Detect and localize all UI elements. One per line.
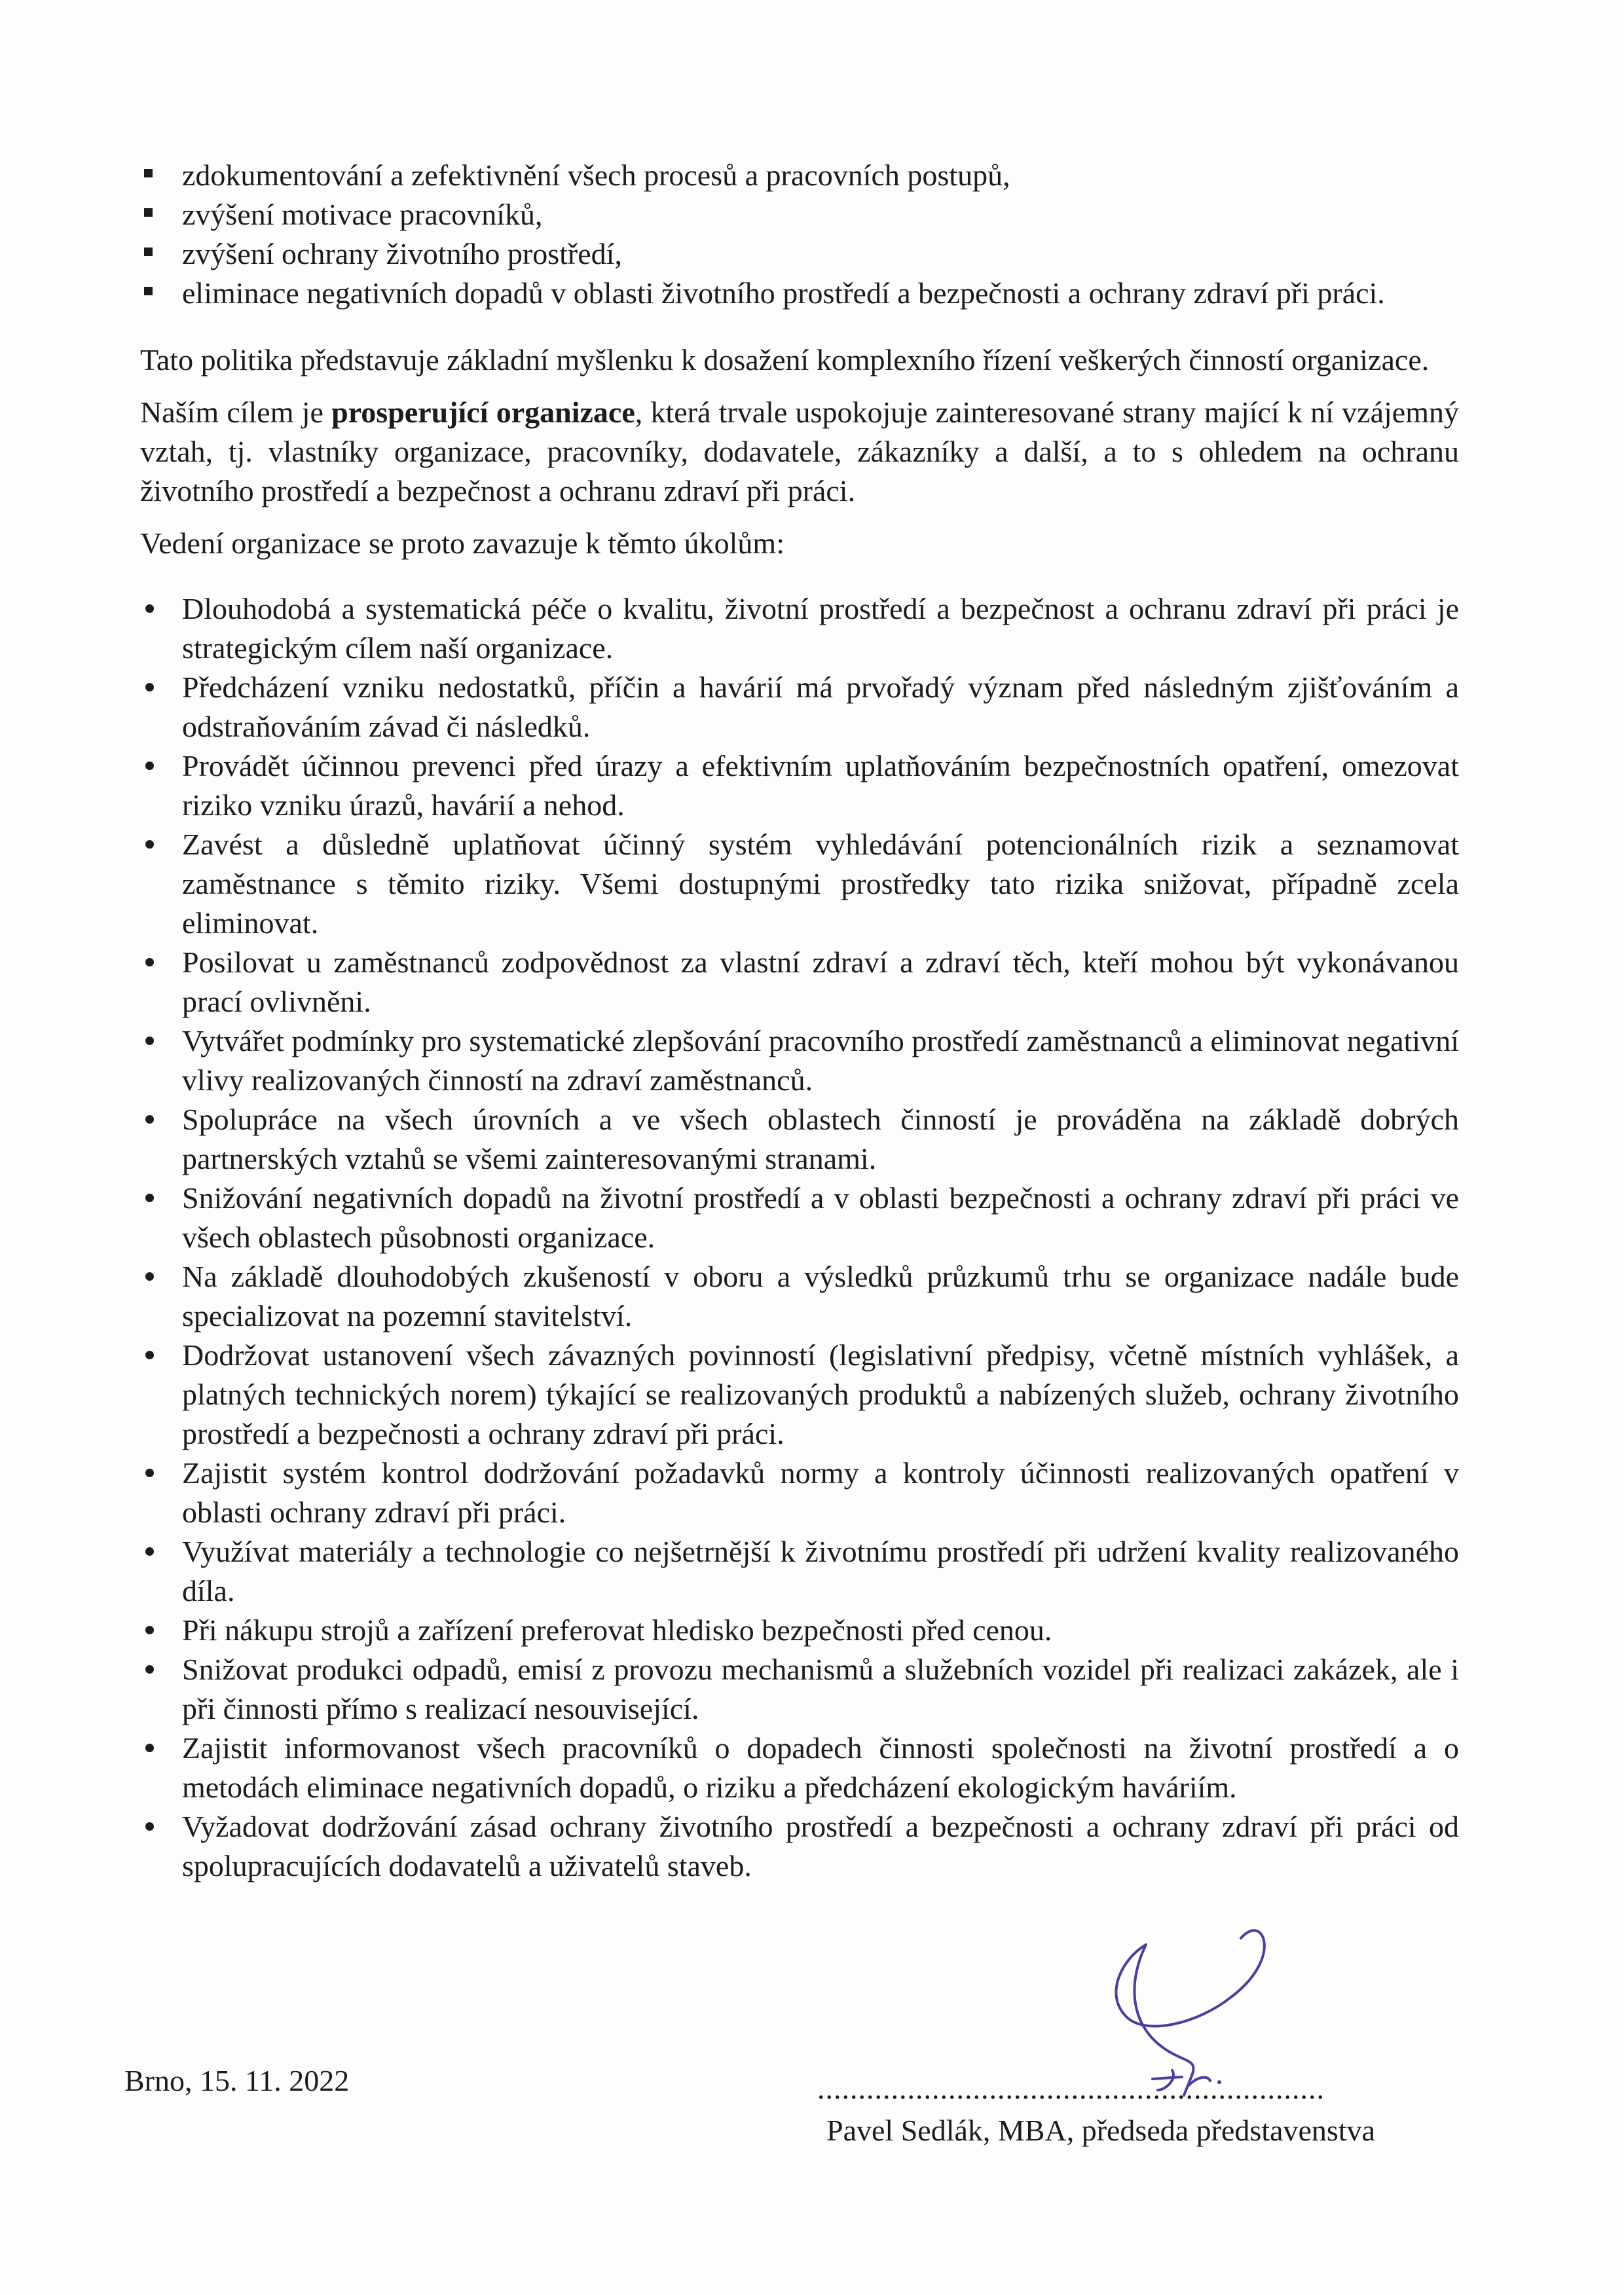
list-item: Dodržovat ustanovení všech závazných povinností (legislativní předpisy, včetně místních vyhlášek, a platných technických norem) týkající se realizovaných produktů a nabízených služeb, ochrany životního prostředí a bezpečnosti a ochrany zdraví při práci. bbox=[140, 1336, 1459, 1454]
aim-paragraph bbox=[140, 393, 1459, 511]
list-item: Posilovat u zaměstnanců zodpovědnost za vlastní zdraví a zdraví těch, kteří mohou být vykonávanou prací ovlivněni. bbox=[140, 943, 1459, 1021]
list-item: Na základě dlouhodobých zkušeností v oboru a výsledků průzkumů trhu se organizace nadále bude specializovat na pozemní stavitelství. bbox=[140, 1257, 1459, 1336]
list-item: Vytvářet podmínky pro systematické zlepšování pracovního prostředí zaměstnanců a eliminovat negativní vlivy realizovaných činností na zdraví zaměstnanců. bbox=[140, 1021, 1459, 1100]
list-item: Zajistit informovanost všech pracovníků o dopadech činnosti společnosti na životní prostředí a o metodách eliminace negativních dopadů, o riziku a předcházení ekologickým haváriím. bbox=[140, 1729, 1459, 1807]
list-item: Při nákupu strojů a zařízení preferovat hledisko bezpečnosti před cenou. bbox=[140, 1611, 1459, 1650]
list-item: zvýšení motivace pracovníků, bbox=[140, 195, 1459, 234]
list-item: Spolupráce na všech úrovních a ve všech oblastech činností je prováděna na základě dobrých partnerských vztahů se všemi zainteresovanými stranami. bbox=[140, 1100, 1459, 1179]
commitments-list bbox=[140, 589, 1459, 1886]
list-item: Zajistit systém kontrol dodržování požadavků normy a kontroly účinnosti realizovaných opatření v oblasti ochrany zdraví při práci. bbox=[140, 1454, 1459, 1532]
document-body bbox=[140, 156, 1459, 1886]
list-item: Provádět účinnou prevenci před úrazy a efektivním uplatňováním bezpečnostních opatření, omezovat riziko vzniku úrazů, havárií a nehod. bbox=[140, 746, 1459, 825]
list-item: Snižovat produkci odpadů, emisí z provozu mechanismů a služebních vozidel při realizaci zakázek, ale i při činnosti přímo s realizací nesouvisející. bbox=[140, 1650, 1459, 1729]
signatory-name: Pavel Sedlák, MBA, předseda představenstva bbox=[826, 2114, 1376, 2147]
list-item: zvýšení ochrany životního prostředí, bbox=[140, 234, 1459, 274]
aim-text-end: , která trvale uspokojuje zainteresované strany mající k ní vzájemný vztah, tj. vlastníky organizace, pracovníky, dodavatele, zákazníky a další, a to s ohledem na ochranu životního prostředí a bezpečnost a ochranu zdraví při práci. bbox=[140, 395, 1459, 507]
goals-list bbox=[140, 156, 1459, 313]
list-item: Snižování negativních dopadů na životní prostředí a v oblasti bezpečnosti a ochrany zdraví při práci ve všech oblastech působnosti organizace. bbox=[140, 1179, 1459, 1257]
list-item: Využívat materiály a technologie co nejšetrnější k životnímu prostředí při udržení kvality realizovaného díla. bbox=[140, 1532, 1459, 1611]
list-item: eliminace negativních dopadů v oblasti životního prostředí a bezpečnosti a ochrany zdraví při práci. bbox=[140, 274, 1459, 313]
policy-paragraph: Tato politika představuje základní myšlenku k dosažení komplexního řízení veškerých činností organizace. bbox=[140, 343, 1430, 376]
commitment-intro: Vedení organizace se proto zavazuje k těmto úkolům: bbox=[140, 526, 784, 560]
list-item: Předcházení vzniku nedostatků, příčin a havárií má prvořadý význam před následným zjišťováním a odstraňováním závad či následků. bbox=[140, 668, 1459, 746]
place-date: Brno, 15. 11. 2022 bbox=[124, 2064, 350, 2097]
aim-text-bold: prosperující organizace bbox=[331, 395, 635, 429]
aim-text-start: Naším cílem je bbox=[140, 395, 332, 429]
list-item: Zavést a důsledně uplatňovat účinný systém vyhledávání potencionálních rizik a seznamovat zaměstnance s těmito riziky. Všemi dostupnými prostředky tato rizika snižovat, případně zcela eliminovat. bbox=[140, 825, 1459, 943]
signature-line: .............................................................. bbox=[817, 2072, 1325, 2105]
list-item: Dlouhodobá a systematická péče o kvalitu, životní prostředí a bezpečnost a ochranu zdraví při práci je strategickým cílem naší organizace. bbox=[140, 589, 1459, 668]
list-item: Vyžadovat dodržování zásad ochrany životního prostředí a bezpečnosti a ochrany zdraví při práci od spolupracujících dodavatelů a uživatelů staveb. bbox=[140, 1807, 1459, 1886]
list-item: zdokumentování a zefektivnění všech procesů a pracovních postupů, bbox=[140, 156, 1459, 195]
